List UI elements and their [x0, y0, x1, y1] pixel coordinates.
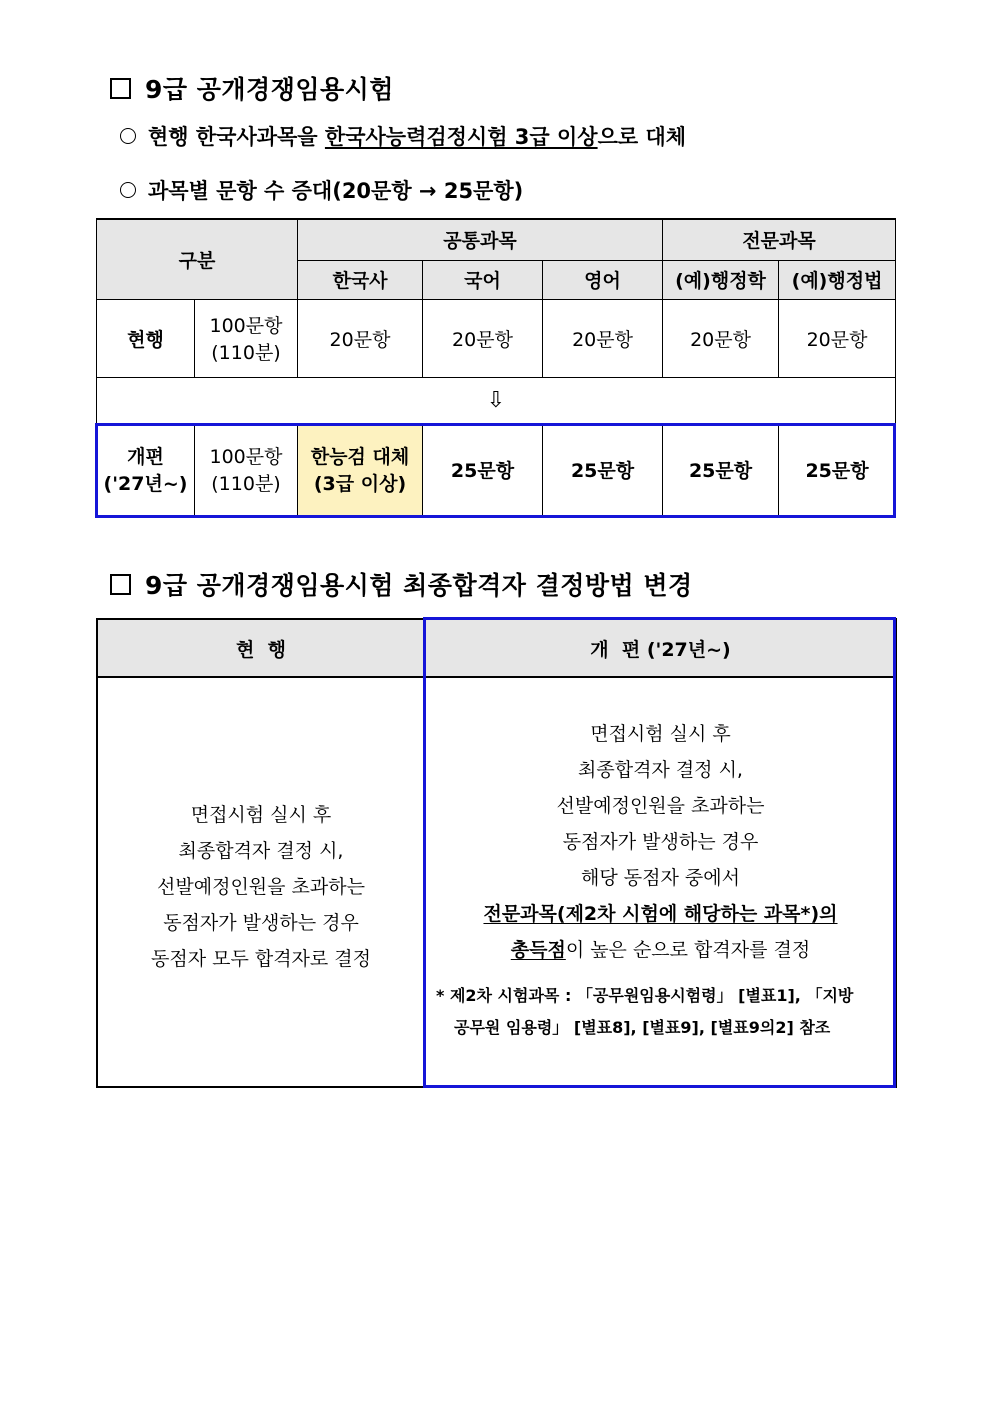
cell-count: 20문항 [543, 299, 663, 377]
korean-history-replacement: 한능검 대체 (3급 이상) [298, 423, 423, 515]
cell-count: 20문항 [298, 299, 423, 377]
total-questions-current: 100문항 (110분) [195, 299, 298, 377]
table-row-current [97, 299, 896, 377]
cell-count: 25문항 [543, 423, 663, 515]
circle-bullet-icon [120, 182, 136, 198]
header-specialty-subjects: 전문과목 [663, 219, 896, 260]
bullet-question-count: 과목별 문항 수 증대(20문항 → 25문항) [120, 175, 523, 205]
header-subject: (예)행정학 [663, 260, 779, 299]
decision-method-table [96, 618, 897, 1088]
cell-count: 20문항 [423, 299, 543, 377]
table-row-revised [97, 423, 896, 515]
revised-method: 면접시험 실시 후 최종합격자 결정 시, 선발예정인원을 초과하는 동점자가 발생하는 경우 해당 동점자 중에서 전문과목(제2차 시험에 해당하는 과목*)의 총득점이 높은 순으로 합격자를 결정 * 제2차 시험과목 : 「공무원임용시험령」 [별표1], 「지방 공무원 임용령」 [별표8], [별표9], [별표9의2] 참조 [425, 677, 896, 1087]
header-revised: 개 편 ('27년~) [425, 619, 896, 677]
section2-heading: 9급 공개경쟁임용시험 최종합격자 결정방법 변경 [110, 566, 693, 602]
total-questions-revised: 100문항 (110분) [195, 423, 298, 515]
subject-table [96, 218, 896, 516]
down-arrow-icon: ⇩ [97, 377, 896, 423]
checkbox-square-icon [110, 78, 131, 99]
header-subject: (예)행정법 [779, 260, 896, 299]
header-subject: 국어 [423, 260, 543, 299]
bullet-korean-history: 현행 한국사과목을 한국사능력검정시험 3급 이상으로 대체 [120, 121, 686, 151]
cell-count: 20문항 [779, 299, 896, 377]
header-common-subjects: 공통과목 [298, 219, 663, 260]
revised-emphasis: 전문과목(제2차 시험에 해당하는 과목*)의 [483, 903, 838, 925]
header-category: 구분 [97, 219, 298, 299]
checkbox-square-icon [110, 574, 131, 595]
circle-bullet-icon [120, 128, 136, 144]
cell-count: 25문항 [423, 423, 543, 515]
header-subject: 한국사 [298, 260, 423, 299]
current-method: 면접시험 실시 후 최종합격자 결정 시, 선발예정인원을 초과하는 동점자가 발생하는 경우 동점자 모두 합격자로 결정 [97, 677, 425, 1087]
row-label-revised: 개편 ('27년~) [97, 423, 195, 515]
row-label-current: 현행 [97, 299, 195, 377]
cell-count: 20문항 [663, 299, 779, 377]
header-subject: 영어 [543, 260, 663, 299]
section1-heading: 9급 공개경쟁임용시험 [110, 70, 394, 106]
cell-count: 25문항 [779, 423, 896, 515]
footnote: * 제2차 시험과목 : 「공무원임용시험령」 [별표1], 「지방 공무원 임용령」 [별표8], [별표9], [별표9의2] 참조 [436, 986, 854, 1037]
total-score-emphasis: 총득점 [510, 939, 566, 961]
header-current: 현 행 [97, 619, 425, 677]
cell-count: 25문항 [663, 423, 779, 515]
